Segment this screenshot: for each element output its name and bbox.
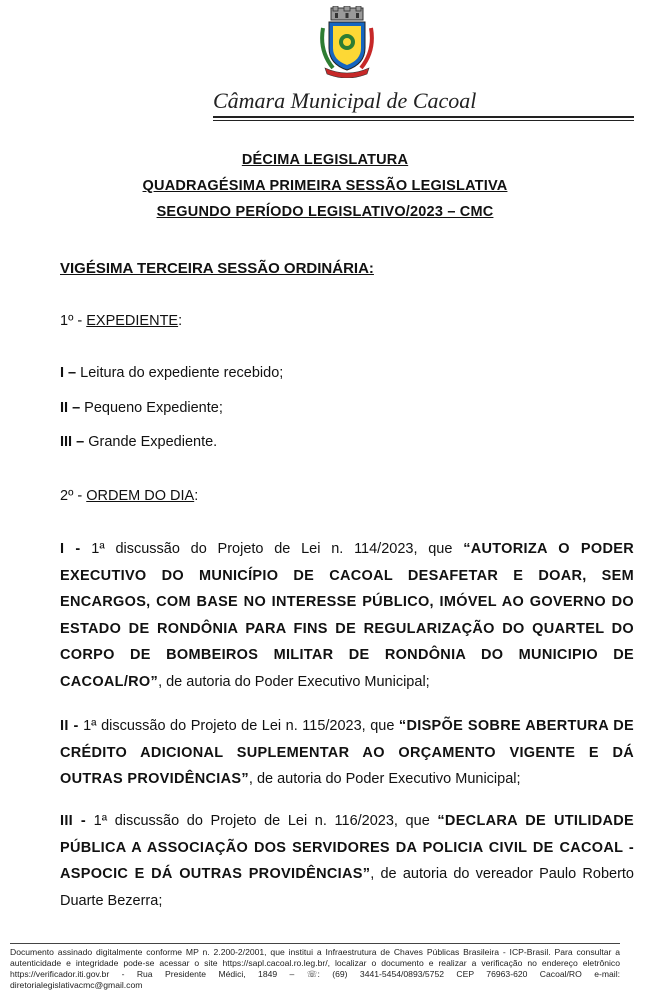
municipal-coat-of-arms-icon: [317, 6, 377, 78]
bill-title: “AUTORIZA O PODER EXECUTIVO DO MUNICÍPIO DE CACOAL DESAFETAR E DOAR, SEM ENCARGOS, COM BASE NO INTERESSE PÚBLICO, IMÓVEL AO GOVERNO DO ESTADO DE RONDÔNIA PARA FINS DE REGULARIZAÇÃO DO QUARTEL DO CORPO DE BOMBEIROS MILITAR DE RONDÔNIA DO MUNICIPIO DE CACOAL/RO”: [60, 541, 634, 690]
agenda-item: III - 1ª discussão do Projeto de Lei n. 116/2023, que “DECLARA DE UTILIDADE PÚBLICA A ASSOCIAÇÃO DOS SERVIDORES DA POLICIA CIVIL DE CACOAL - ASPOCIC E DÁ OUTRAS PROVIDÊNCIAS”, de autoria do vereador Paulo Roberto Duarte Bezerra;: [60, 813, 634, 909]
legislative-session-heading: QUADRAGÉSIMA PRIMEIRA SESSÃO LEGISLATIVA: [142, 178, 508, 194]
expediente-label: EXPEDIENTE: [86, 313, 179, 329]
session-title: VIGÉSIMA TERCEIRA SESSÃO ORDINÁRIA:: [60, 260, 374, 277]
list-item: III – Grande Expediente.: [60, 434, 218, 450]
legislative-period-heading: SEGUNDO PERÍODO LEGISLATIVO/2023 – CMC: [156, 204, 494, 220]
ordem-do-dia-label: ORDEM DO DIA: [86, 488, 195, 504]
ordem-do-dia-heading: 2º - ORDEM DO DIA:: [60, 488, 199, 504]
list-item: II – Pequeno Expediente;: [60, 400, 223, 416]
header-rule: [213, 116, 634, 118]
agenda-item: I - 1ª discussão do Projeto de Lei n. 114/2023, que “AUTORIZA O PODER EXECUTIVO DO MUNICÍPIO DE CACOAL DESAFETAR E DOAR, SEM ENCARGOS, COM BASE NO INTERESSE PÚBLICO, IMÓVEL AO GOVERNO DO ESTADO DE RONDÔNIA PARA FINS DE REGULARIZAÇÃO DO QUARTEL DO CORPO DE BOMBEIROS MILITAR DE RONDÔNIA DO MUNICIPIO DE CACOAL/RO”, de autoria do Poder Executivo Municipal;: [60, 541, 634, 690]
bill-title: “DISPÕE SOBRE ABERTURA DE CRÉDITO ADICIONAL SUPLEMENTAR AO ORÇAMENTO VIGENTE E DÁ OUTRAS PROVIDÊNCIAS”: [60, 718, 634, 787]
digital-signature-footer: Documento assinado digitalmente conforme MP n. 2.200-2/2001, que institui a Infraestrutura de Chaves Públicas Brasileira - ICP-Brasil. Para consultar a autenticidade e integridade pode-se acessar o site https://sapl.cacoal.ro.leg.br/, localizar o documento e realizar a verificação no endereço eletrônico https://verificador.iti.gov.br - Rua Presidente Médici, 1849 – ☏: (69) 3441-5454/0893/5752 CEP 76963-620 Cacoal/RO e-mail: diretorialegislativacmc@gmail.com: [10, 943, 620, 991]
bill-title: “DECLARA DE UTILIDADE PÚBLICA A ASSOCIAÇÃO DOS SERVIDORES DA POLICIA CIVIL DE CACOAL - ASPOCIC E DÁ OUTRAS PROVIDÊNCIAS”: [60, 813, 634, 882]
agenda-item: II - 1ª discussão do Projeto de Lei n. 115/2023, que “DISPÕE SOBRE ABERTURA DE CRÉDITO ADICIONAL SUPLEMENTAR AO ORÇAMENTO VIGENTE E DÁ OUTRAS PROVIDÊNCIAS”, de autoria do Poder Executivo Municipal;: [60, 718, 634, 787]
expediente-heading: 1º - EXPEDIENTE:: [60, 313, 183, 329]
house-name: Câmara Municipal de Cacoal: [213, 88, 477, 113]
header-rule-thin: [213, 120, 634, 121]
list-item: I – Leitura do expediente recebido;: [60, 365, 284, 381]
legislature-heading: DÉCIMA LEGISLATURA: [241, 152, 409, 168]
